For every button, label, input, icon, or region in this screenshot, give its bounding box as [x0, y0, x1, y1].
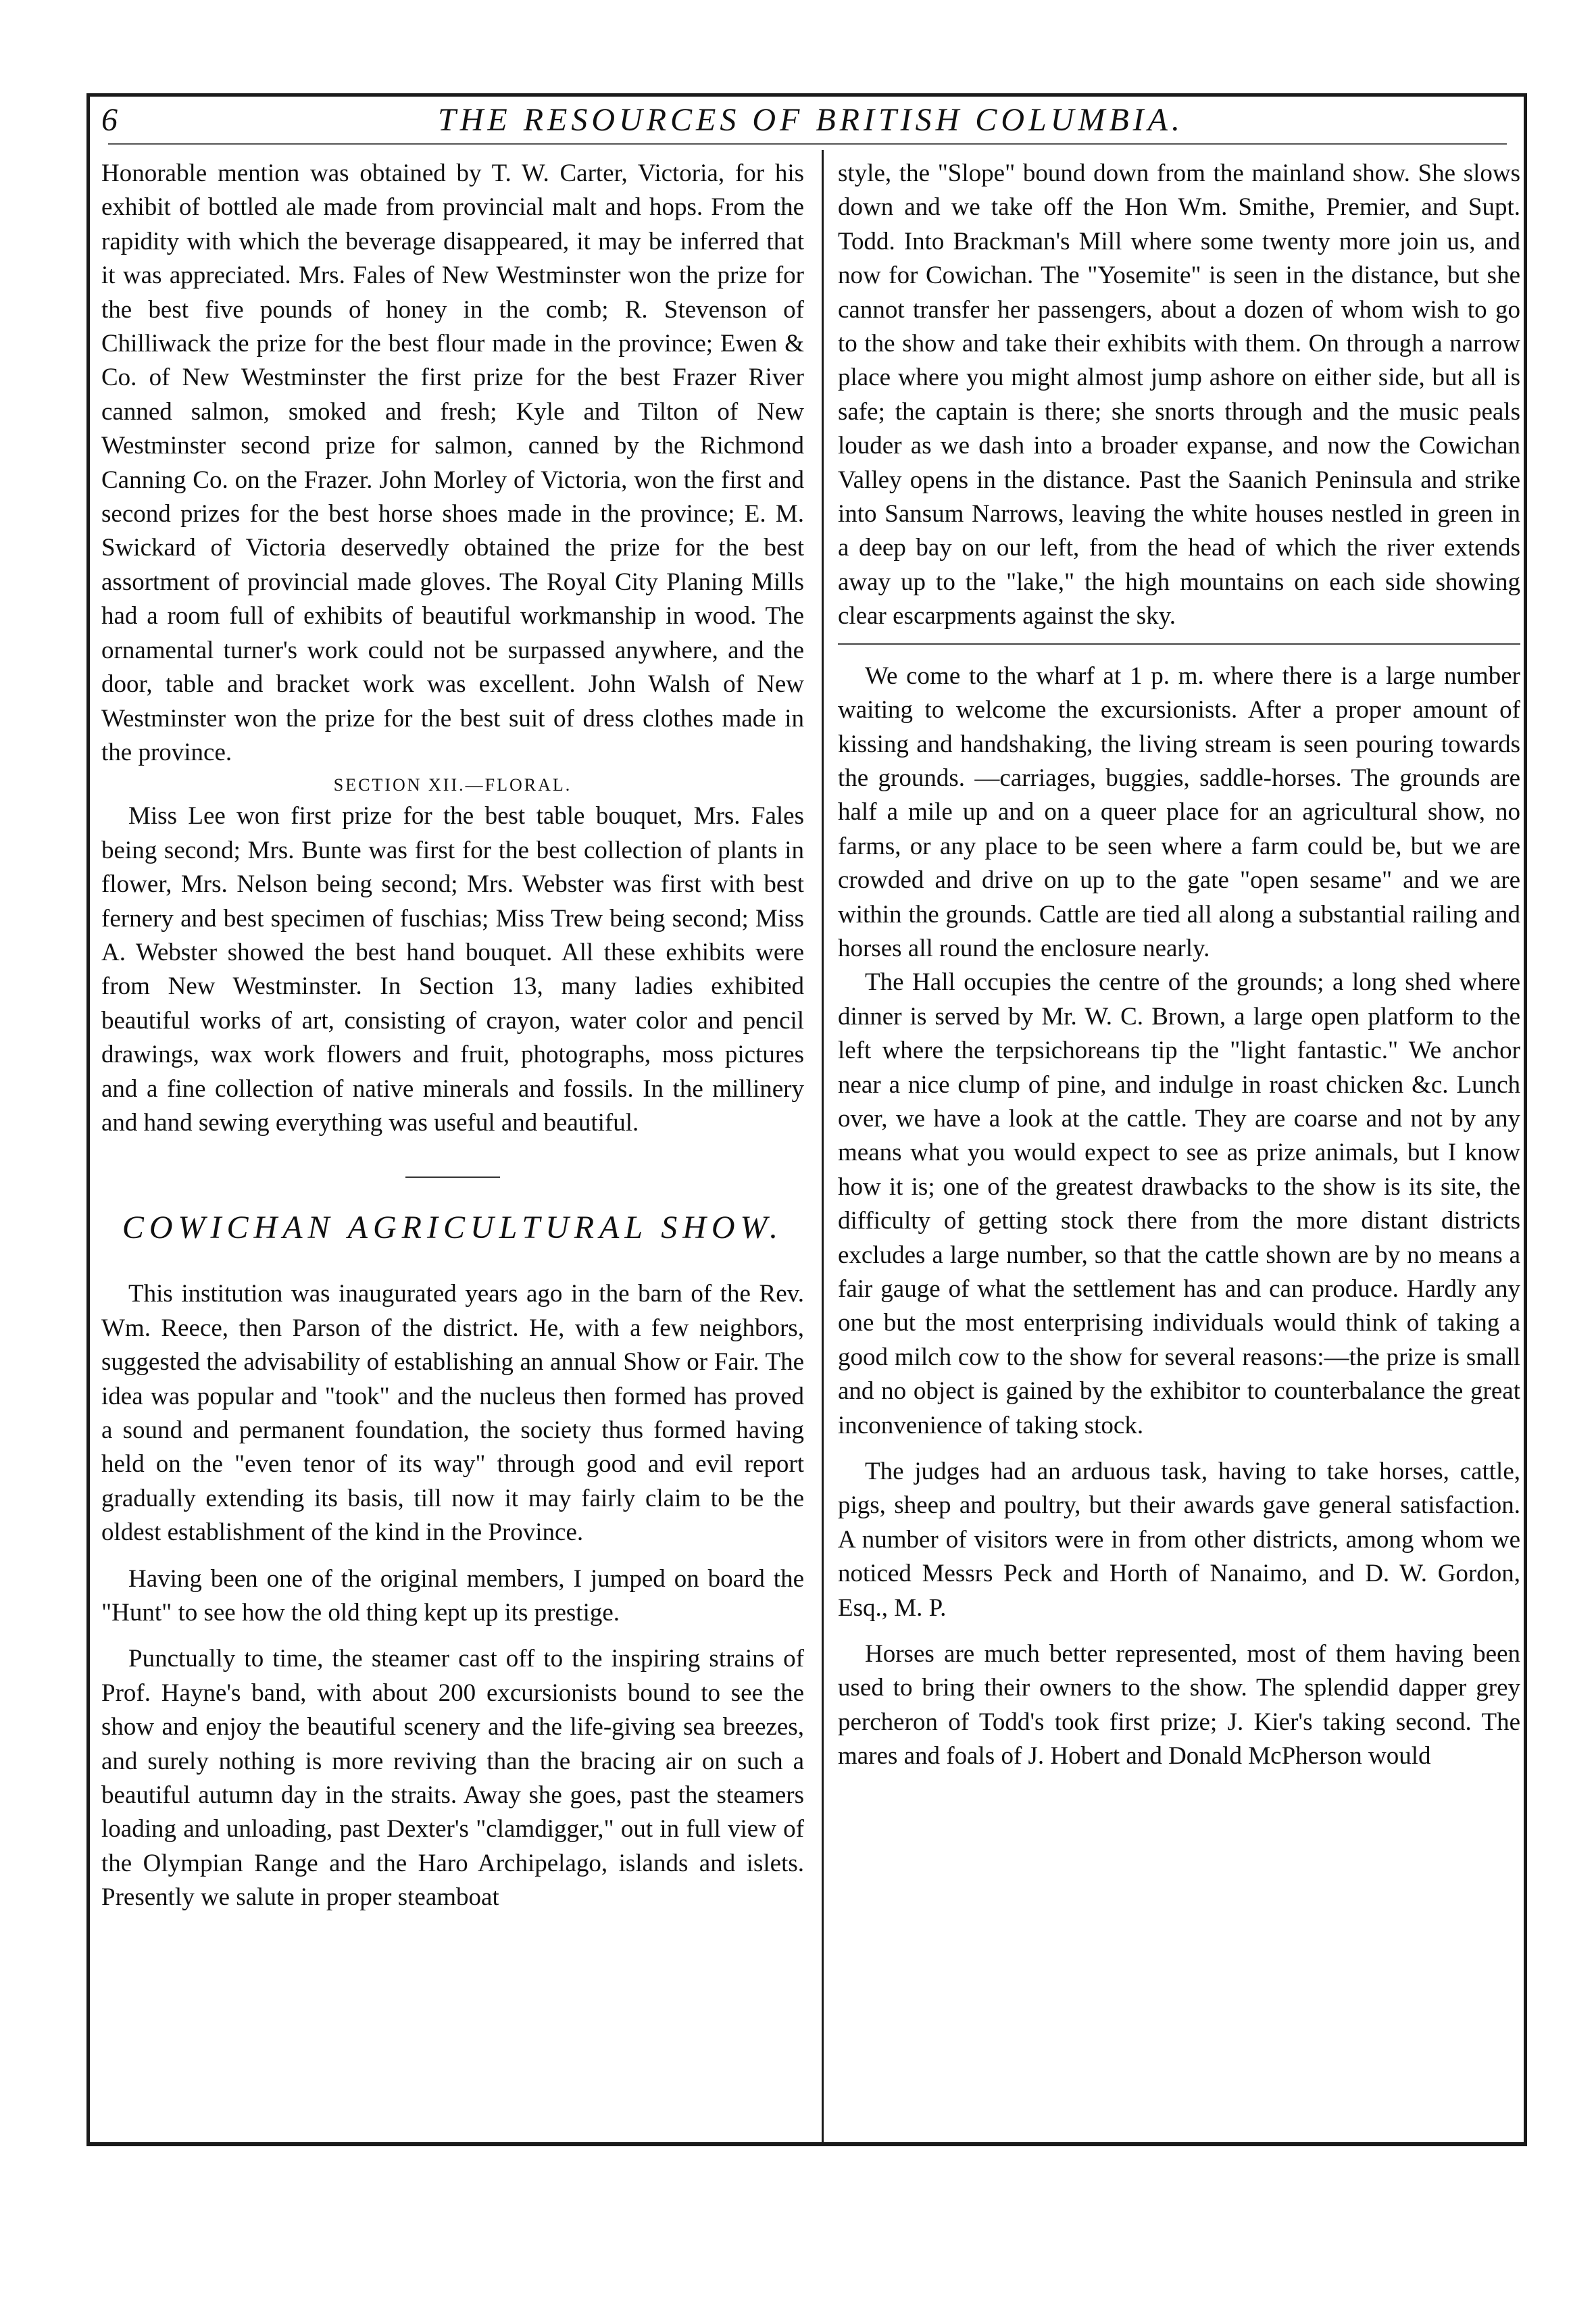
- running-title: THE RESOURCES OF BRITISH COLUMBIA.: [438, 102, 1184, 138]
- top-border-rule: [86, 93, 1527, 97]
- right-column: [838, 157, 1520, 1774]
- header-underline-rule: [108, 143, 1507, 145]
- bottom-border-rule: [86, 2142, 1527, 2146]
- article-title: COWICHAN AGRICULTURAL SHOW.: [122, 1210, 784, 1246]
- article-separator-rule: [405, 1177, 500, 1178]
- column-divider-rule: [822, 150, 824, 2144]
- paragraph-separator-rule: [838, 643, 1520, 645]
- right-border-rule: [1524, 93, 1527, 2146]
- page-number: 6: [101, 102, 118, 138]
- left-column: [101, 157, 804, 1915]
- paragraph: Punctually to time, the steamer cast off to the inspiring strains of Prof. Hayne's band, with about 200 excursionists bound to see the show and enjoy the beautiful scenery and the life-giving sea breezes, and surely nothing is more reviving than the bracing air on such a beautiful autumn day in the straits. Away she goes, past the steamers loading and unloading, past Dexter's "clamdigger," out in full view of the Olympian Range and the Haro Archipelago, islands and islets. Presently we salute in proper steamboat: [101, 1645, 804, 1912]
- paragraph: style, the "Slope" bound down from the mainland show. She slows down and we take off the Hon Wm. Smithe, Premier, and Supt. Todd. Into Brackman's Mill where some twenty more join us, and now for Cowichan. The "Yosemite" is seen in the distance, but she cannot transfer her passengers, about a dozen of whom wish to go to the show and take their exhibits with them. On through a narrow place where you might almost jump ashore on either side, but all is safe; the captain is there; she snorts through and the music peals louder as we dash into a broader expanse, and now the Cowichan Valley opens in the distance. Past the Saanich Peninsula and strike into Sansum Narrows, leaving the white houses nestled in green in a deep bay on our left, from the head of which the river extends away up to the "lake," the high mountains on each side showing clear escarpments against the sky.: [838, 159, 1520, 630]
- section-heading: SECTION XII.—FLORAL.: [333, 775, 572, 795]
- paragraph: Horses are much better represented, most of them having been used to bring their owners to the show. The splendid dapper grey percheron of Todd's took first prize; J. Kier's taking second. The mares and foals of J. Hobert and Donald McPherson would: [838, 1640, 1520, 1770]
- left-border-rule: [86, 93, 90, 2146]
- paragraph: The Hall occupies the centre of the grounds; a long shed where dinner is served by Mr. W. C. Brown, a large open platform to the left where the terpsichoreans tip the "light fantastic." We anchor near a nice clump of pine, and indulge in roast chicken &c. Lunch over, we have a look at the cattle. They are coarse and not by any means what you would expect to see as prize animals, but I know how it is; one of the greatest drawbacks to the show is its site, the difficulty of getting stock there from the more distant districts excludes a large number, so that the cattle shown are by no means a fair gauge of what the settlement has and can produce. Hardly any one but the most enterprising individuals would think of taking a good milch cow to the show for several reasons:—the prize is small and no object is gained by the exhibitor to counterbalance the great inconvenience of taking stock.: [838, 968, 1520, 1439]
- paragraph: Having been one of the original members, I jumped on board the "Hunt" to see how the old thing kept up its prestige.: [101, 1564, 804, 1627]
- paragraph: Miss Lee won first prize for the best table bouquet, Mrs. Fales being second; Mrs. Bunte was first for the best collection of plants in flower, Mrs. Nelson being second; Mrs. Webster was first with best fernery and best specimen of fuschias; Miss Trew being second; Miss A. Webster showed the best hand bouquet. All these exhibits were from New Westminster. In Section 13, many ladies exhibited beautiful works of art, consisting of crayon, water color and pencil drawings, wax work flowers and fruit, photographs, moss pictures and a fine collection of native minerals and fossils. In the millinery and hand sewing everything was useful and beautiful.: [101, 802, 804, 1137]
- paragraph: The judges had an arduous task, having to take horses, cattle, pigs, sheep and poultry, but their awards gave general satisfaction. A number of visitors were in from other districts, among whom we noticed Messrs Peck and Horth of Nanaimo, and D. W. Gordon, Esq., M. P.: [838, 1458, 1520, 1622]
- paragraph: Honorable mention was obtained by T. W. Carter, Victoria, for his exhibit of bottled ale made from provincial malt and hops. From the rapidity with which the beverage disappeared, it may be inferred that it was appreciated. Mrs. Fales of New Westminster won the prize for the best five pounds of honey in the comb; R. Stevenson of Chilliwack the prize for the best flour made in the province; Ewen & Co. of New Westminster the first prize for the best Frazer River canned salmon, smoked and fresh; Kyle and Tilton of New Westminster second prize for salmon, canned by the Richmond Canning Co. on the Frazer. John Morley of Victoria, won the first and second prizes for the best horse shoes made in the province; E. M. Swickard of Victoria deservedly obtained the prize for the best assortment of provincial made gloves. The Royal City Planing Mills had a room full of exhibits of beautiful workmanship in wood. The ornamental turner's work could not be surpassed anywhere, and the door, table and bracket work was excellent. John Walsh of New Westminster won the prize for the best suit of dress clothes made in the province.: [101, 159, 804, 766]
- paragraph: This institution was inaugurated years ago in the barn of the Rev. Wm. Reece, then Parson of the district. He, with a few neighbors, suggested the advisability of establishing an annual Show or Fair. The idea was popular and "took" and the nucleus then formed has proved a sound and permanent foundation, the society thus formed having held on the "even tenor of its way" through good and evil report gradually extending its basis, till now it may fairly claim to be the oldest establishment of the kind in the Province.: [101, 1280, 804, 1547]
- paragraph: We come to the wharf at 1 p. m. where there is a large number waiting to welcome the excursionists. After a proper amount of kissing and handshaking, the living stream is seen pouring towards the grounds. —carriages, buggies, saddle-horses. The grounds are half a mile up and on a queer place for an agricultural show, no farms, or any place to be seen where a farm could be, but we are crowded and drive on up to the gate "open sesame" and we are within the grounds. Cattle are tied all along a substantial railing and horses all round the enclosure nearly.: [838, 662, 1520, 962]
